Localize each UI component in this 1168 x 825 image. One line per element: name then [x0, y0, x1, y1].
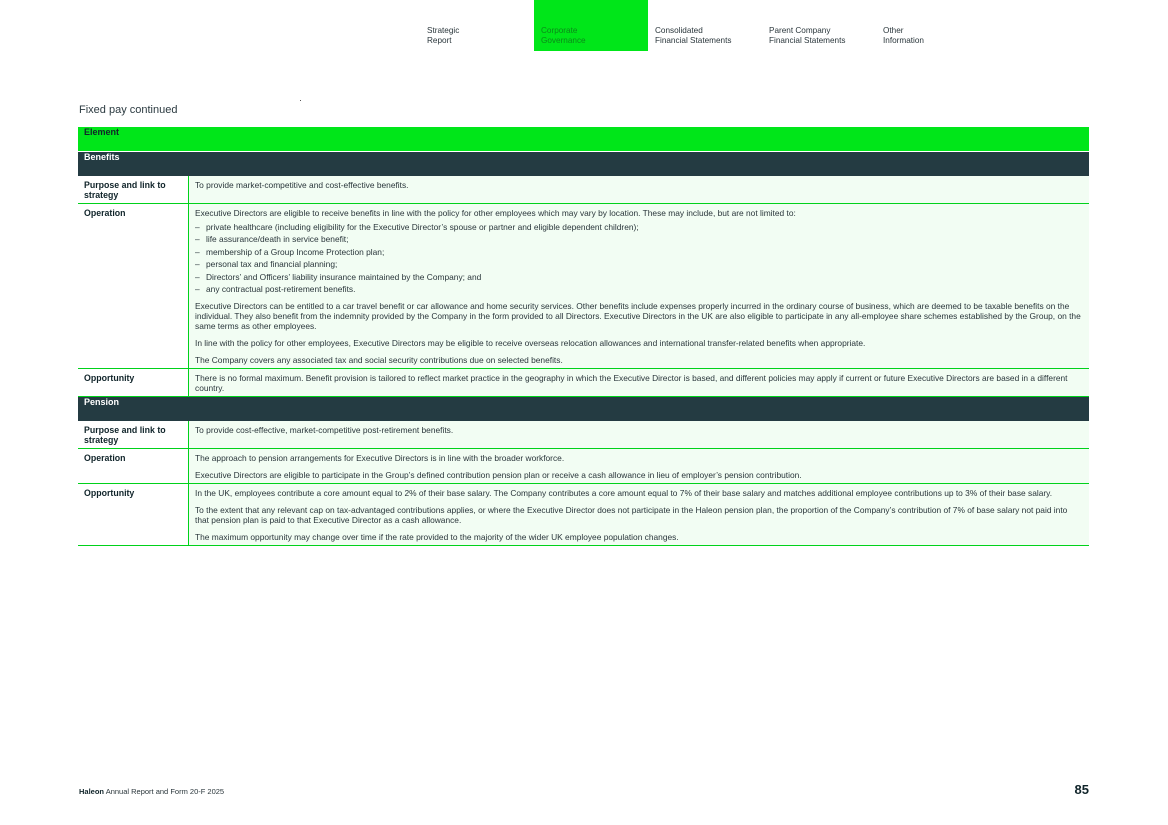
nav-tab-parent-company-financial-statements[interactable] [762, 0, 876, 51]
list-item: – Directors’ and Officers’ liability insurance maintained by the Company; and [195, 272, 1083, 282]
row-value-operation [189, 204, 1090, 369]
table-row [78, 448, 1089, 483]
nav-tab-strategic-report[interactable] [420, 0, 534, 51]
section-title: Fixed pay continued [79, 104, 178, 116]
row-value-operation [189, 448, 1090, 483]
footer-publication [79, 787, 224, 796]
row-label-opportunity: Opportunity [78, 368, 189, 396]
paragraph: There is no formal maximum. Benefit provision is tailored to reflect market practice in the geography in which the Executive Director is based, and different policies may apply if current or future Executive Directors are based in a different country. [195, 372, 1068, 393]
paragraph: Executive Directors can be entitled to a car travel benefit or car allowance and home security services. Other benefits include expenses properly incurred in the ordinary course of business, which are deemed to be taxable benefits on the individual. They also benefit from the indemnity provided by the Company in the form provided to all Directors. Executive Directors in the UK are also eligible to participate in any all-employee share schemes established by the Group, on the same terms as other employees. [195, 300, 1081, 331]
nav-tab-line: Strategic [427, 26, 460, 35]
paragraph: To provide market-competitive and cost-effective benefits. [195, 180, 409, 190]
nav-tab-line: Consolidated [655, 26, 703, 35]
group-title-benefits: Benefits [78, 152, 1089, 177]
paragraph: In line with the policy for other employees, Executive Directors may be eligible to receive overseas relocation allowances and international transfer-related benefits when appropriate. [195, 337, 866, 348]
page-number: 85 [1074, 782, 1089, 797]
paragraph: In the UK, employees contribute a core amount equal to 2% of their base salary. The Company contributes a core amount equal to 7% of their base salary and matches additional employee contributions up to 3% of their base salary. [195, 487, 1053, 498]
group-row-benefits [78, 152, 1089, 177]
table-header-element: Element [78, 127, 1089, 152]
row-label-purpose: Purpose and link to strategy [78, 421, 189, 449]
table-row [78, 176, 1089, 204]
top-navigation [420, 0, 990, 51]
paragraph: To provide cost-effective, market-competitive post-retirement benefits. [195, 424, 454, 435]
row-label-opportunity: Opportunity [78, 483, 189, 545]
group-row-pension [78, 396, 1089, 421]
table-row [78, 204, 1089, 369]
nav-tab-line: Corporate [541, 26, 578, 35]
decorative-dot [300, 100, 301, 101]
nav-tab-line: Financial Statements [769, 36, 846, 45]
paragraph: Executive Directors are eligible to receive benefits in line with the policy for other employees which may vary by location. These may include, but are not limited to: [195, 208, 796, 218]
list-item: – membership of a Group Income Protection plan; [195, 247, 1083, 257]
list-item: – personal tax and financial planning; [195, 259, 1083, 269]
nav-tab-line: Other [883, 26, 904, 35]
nav-tab-line: Parent Company [769, 26, 831, 35]
row-label-operation: Operation [78, 448, 189, 483]
row-label-operation: Operation [78, 204, 189, 369]
nav-tab-other-information[interactable] [876, 0, 990, 51]
table-row [78, 483, 1089, 545]
paragraph: The Company covers any associated tax and social security contributions due on selected benefits. [195, 354, 563, 365]
nav-tab-line: Report [427, 36, 452, 45]
list-item: – private healthcare (including eligibility for the Executive Director’s spouse or partner and eligible dependent children); [195, 222, 1083, 232]
row-value-opportunity [189, 483, 1090, 545]
paragraph: To the extent that any relevant cap on tax-advantaged contributions applies, or where the Executive Director does not participate in the Haleon pension plan, the proportion of the Company’s contribution of 7% of base salary not paid into that pension plan is paid to that Executive Director as a cash allowance. [195, 504, 1068, 525]
benefits-list [195, 222, 1083, 294]
group-title-pension: Pension [78, 396, 1089, 421]
table-row [78, 421, 1089, 449]
table-row [78, 368, 1089, 396]
nav-tab-line: Financial Statements [655, 36, 732, 45]
footer-text: Annual Report and Form 20-F 2025 [105, 787, 225, 796]
paragraph: Executive Directors are eligible to participate in the Group’s defined contribution pension plan or receive a cash allowance in lieu of employer’s pension contribution. [195, 469, 802, 480]
paragraph: The maximum opportunity may change over time if the rate provided to the majority of the wider UK employee population changes. [195, 531, 679, 542]
footer-brand: Haleon [79, 787, 105, 796]
table-header-row [78, 127, 1089, 152]
list-item: – any contractual post-retirement benefits. [195, 284, 1083, 294]
list-item: – life assurance/death in service benefit; [195, 234, 1083, 244]
row-value-purpose [189, 176, 1090, 204]
row-value-opportunity [189, 368, 1090, 396]
nav-tab-line: Governance [541, 36, 586, 45]
row-value-purpose [189, 421, 1090, 449]
nav-tab-corporate-governance[interactable] [534, 0, 648, 51]
row-label-purpose: Purpose and link to strategy [78, 176, 189, 204]
nav-tab-line: Information [883, 36, 924, 45]
nav-tab-consolidated-financial-statements[interactable] [648, 0, 762, 51]
paragraph: The approach to pension arrangements for Executive Directors is in line with the broader workforce. [195, 452, 565, 463]
remuneration-policy-table [78, 127, 1089, 546]
